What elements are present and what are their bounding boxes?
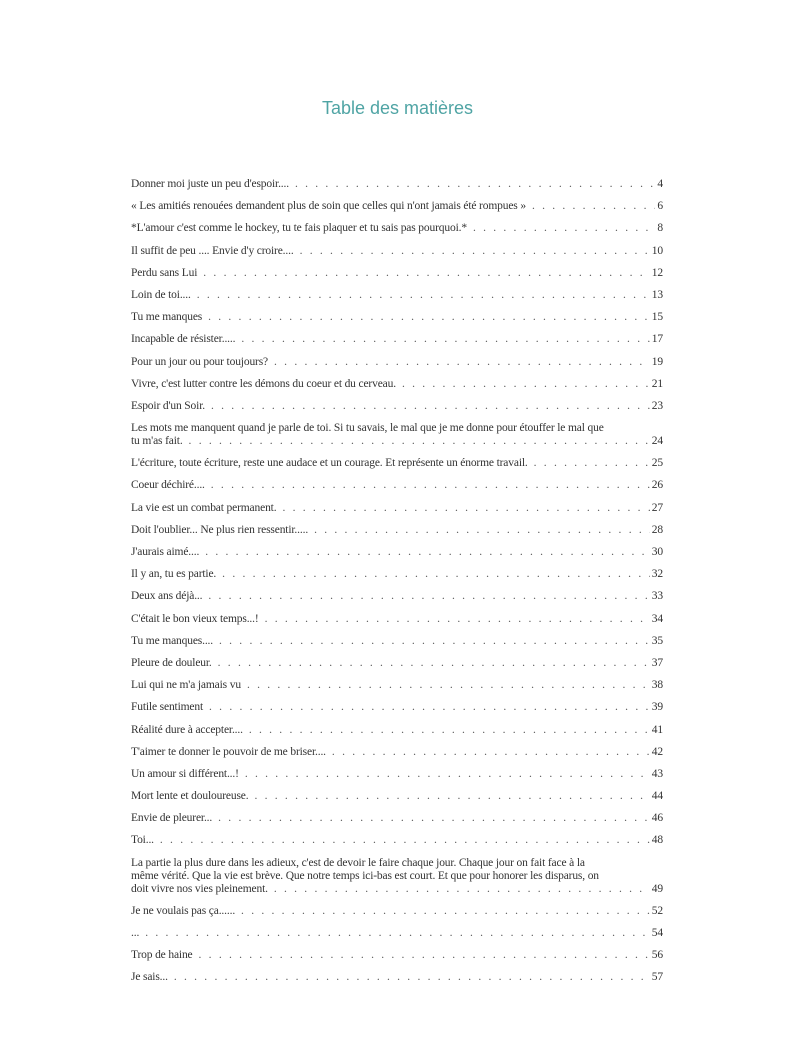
dot-leader bbox=[211, 400, 650, 413]
dot-leader bbox=[249, 724, 650, 737]
toc-entry-title: Mort lente et douloureuse. bbox=[131, 790, 249, 803]
toc-entry[interactable] bbox=[131, 524, 663, 537]
toc-entry-title: Deux ans déjà... bbox=[131, 590, 203, 603]
dot-leader bbox=[199, 949, 650, 962]
toc-entry-page: 43 bbox=[651, 767, 663, 780]
toc-entry-title: Tu me manques.... bbox=[131, 634, 213, 647]
toc-entry-page: 17 bbox=[651, 333, 663, 346]
dot-leader bbox=[402, 378, 650, 391]
dot-leader bbox=[218, 812, 650, 825]
dot-leader bbox=[282, 502, 649, 515]
toc-entry-title: Donner moi juste un peu d'espoir.... bbox=[131, 178, 289, 190]
dot-leader bbox=[534, 457, 650, 470]
dot-leader bbox=[274, 356, 650, 369]
toc-entry-page: 23 bbox=[651, 399, 663, 412]
toc-entry-title: Envie de pleurer... bbox=[131, 812, 213, 825]
dot-leader bbox=[274, 883, 650, 896]
toc-entry-page: 56 bbox=[651, 949, 663, 962]
dot-leader bbox=[254, 790, 649, 803]
toc-entry-title: Lui qui ne m'a jamais vu bbox=[131, 679, 241, 692]
toc-entry-title: Perdu sans Lui bbox=[131, 266, 198, 279]
toc-entry-page: 32 bbox=[651, 568, 663, 581]
toc-entry[interactable] bbox=[131, 834, 663, 847]
toc-entry-page: 4 bbox=[657, 178, 663, 190]
toc-entry[interactable] bbox=[131, 378, 663, 391]
toc-entry-title: La vie est un combat permanent. bbox=[131, 501, 277, 514]
dot-leader bbox=[241, 905, 650, 918]
toc-entry[interactable] bbox=[131, 333, 663, 346]
toc-entry-title: Je sais... bbox=[131, 971, 168, 984]
toc-entry[interactable] bbox=[131, 971, 663, 984]
toc-entry-page: 49 bbox=[651, 882, 663, 895]
toc-entry[interactable] bbox=[131, 635, 663, 648]
toc-entry-title: Incapable de résister..... bbox=[131, 333, 236, 346]
toc-entry[interactable] bbox=[131, 790, 663, 803]
toc-entry-title: ... bbox=[131, 927, 140, 939]
toc-entry-page: 19 bbox=[651, 355, 663, 368]
toc-entry-title: Loin de toi.... bbox=[131, 288, 191, 301]
toc-entry-title: Réalité dure à accepter.... bbox=[131, 723, 243, 736]
toc-entry[interactable] bbox=[131, 568, 663, 581]
toc-entry[interactable] bbox=[131, 222, 663, 235]
toc-entry[interactable] bbox=[131, 927, 663, 940]
toc-entry[interactable] bbox=[131, 356, 663, 369]
toc-entry-page: 35 bbox=[651, 634, 663, 647]
toc-entry-page: 8 bbox=[657, 222, 663, 235]
toc-entry[interactable] bbox=[131, 479, 663, 492]
toc-entry-page: 27 bbox=[651, 501, 663, 514]
dot-leader bbox=[241, 333, 649, 346]
dot-leader bbox=[532, 200, 655, 213]
toc-entry-title: Il y an, tu es partie. bbox=[131, 568, 217, 581]
toc-entry[interactable] bbox=[131, 679, 663, 692]
toc-entry-title-line: La partie la plus dure dans les adieux, c'est de devoir le faire chaque jour. Chaque jour on fait face à la bbox=[131, 856, 585, 869]
dot-leader bbox=[197, 289, 650, 302]
toc-entry[interactable] bbox=[131, 289, 663, 302]
dot-leader bbox=[265, 613, 650, 626]
dot-leader bbox=[203, 267, 650, 280]
toc-entry[interactable] bbox=[131, 746, 663, 759]
dot-leader bbox=[205, 546, 650, 559]
toc-entry[interactable] bbox=[131, 546, 663, 559]
toc-entry-title-line: tu m'as fait. bbox=[131, 435, 183, 448]
toc-entry[interactable] bbox=[131, 590, 663, 603]
dot-leader bbox=[218, 657, 650, 670]
dot-leader bbox=[211, 479, 650, 492]
toc-entry-page: 37 bbox=[651, 656, 663, 669]
toc-entry-page: 25 bbox=[651, 457, 663, 470]
dot-leader bbox=[247, 679, 650, 692]
toc-entry-page: 33 bbox=[651, 590, 663, 603]
toc-entry-title: Trop de haine bbox=[131, 949, 193, 962]
toc-entry-page: 34 bbox=[651, 612, 663, 625]
toc-entry-page: 21 bbox=[651, 377, 663, 390]
toc-entry[interactable] bbox=[131, 400, 663, 413]
toc-entry[interactable] bbox=[131, 267, 663, 280]
toc-entry-page: 13 bbox=[651, 288, 663, 301]
toc-entry-page: 12 bbox=[651, 266, 663, 279]
dot-leader bbox=[208, 590, 649, 603]
toc-entry-title: *L'amour c'est comme le hockey, tu te fais plaquer et tu sais pas pourquoi.* bbox=[131, 222, 467, 235]
toc-entry-title: Espoir d'un Soir. bbox=[131, 399, 205, 412]
toc-entry[interactable] bbox=[131, 949, 663, 962]
dot-leader bbox=[473, 222, 655, 235]
toc-entry-page: 48 bbox=[651, 834, 663, 847]
toc-entry[interactable] bbox=[131, 422, 663, 448]
toc-entry-title: Tu me manques bbox=[131, 311, 203, 324]
toc-entry[interactable] bbox=[131, 457, 663, 470]
toc-entry-page: 15 bbox=[651, 311, 663, 324]
toc-entry-page: 46 bbox=[651, 812, 663, 825]
toc-entry-page: 39 bbox=[651, 701, 663, 714]
toc-entry-title: L'écriture, toute écriture, reste une audace et un courage. Et représente un énorme travail. bbox=[131, 457, 528, 470]
toc-entry-title: Je ne voulais pas ça...... bbox=[131, 904, 236, 917]
toc-entry[interactable] bbox=[131, 613, 663, 626]
toc-entry[interactable] bbox=[131, 724, 663, 737]
toc-entry-page: 42 bbox=[651, 745, 663, 758]
toc-entry-page: 52 bbox=[651, 904, 663, 917]
toc-entry-page: 44 bbox=[651, 790, 663, 803]
toc-entry[interactable] bbox=[131, 857, 663, 896]
dot-leader bbox=[222, 568, 650, 581]
toc-entry-page: 24 bbox=[651, 435, 663, 448]
toc-entry-title: Un amour si différent...! bbox=[131, 767, 239, 780]
toc-entry[interactable] bbox=[131, 200, 663, 213]
toc-entry-page: 26 bbox=[651, 479, 663, 492]
toc-entry-page: 41 bbox=[651, 723, 663, 736]
dot-leader bbox=[145, 927, 650, 940]
toc-entry-title: Doit l'oublier... Ne plus rien ressentir..... bbox=[131, 523, 309, 536]
toc-entry-title: Futile sentiment bbox=[131, 701, 204, 714]
toc-entry[interactable] bbox=[131, 812, 663, 825]
toc-entry[interactable] bbox=[131, 178, 663, 191]
dot-leader bbox=[160, 834, 650, 847]
toc-entry-page: 6 bbox=[657, 200, 663, 213]
toc-entry-title: Il suffit de peu .... Envie d'y croire.... bbox=[131, 244, 294, 257]
dot-leader bbox=[245, 768, 650, 781]
toc-entry-title: T'aimer te donner le pouvoir de me briser.... bbox=[131, 745, 326, 758]
toc-entry-title: Vivre, c'est lutter contre les démons du coeur et du cerveau. bbox=[131, 377, 396, 390]
toc-entry[interactable] bbox=[131, 701, 663, 714]
toc-entry[interactable] bbox=[131, 657, 663, 670]
toc-entry-title: « Les amitiés renouées demandent plus de soin que celles qui n'ont jamais été rompues » bbox=[131, 200, 526, 213]
toc-entry[interactable] bbox=[131, 768, 663, 781]
toc-entry[interactable] bbox=[131, 311, 663, 324]
dot-leader bbox=[300, 245, 650, 258]
toc-entry-page: 10 bbox=[651, 244, 663, 257]
toc-entry-page: 54 bbox=[651, 927, 663, 939]
toc-entry[interactable] bbox=[131, 905, 663, 918]
toc-entry-title: J'aurais aimé.... bbox=[131, 546, 200, 558]
toc-entry-title: Pleure de douleur. bbox=[131, 656, 212, 669]
dot-leader bbox=[174, 971, 650, 984]
toc-entry-page: 30 bbox=[651, 546, 663, 558]
toc-entry-title-line: même vérité. Que la vie est brève. Que notre temps ici-bas est court. Et que pour honorer les disparus, on bbox=[131, 869, 599, 882]
toc-entry-page: 28 bbox=[651, 523, 663, 536]
dot-leader bbox=[189, 435, 650, 448]
toc-entry-title: Pour un jour ou pour toujours? bbox=[131, 355, 269, 368]
toc-list bbox=[131, 178, 663, 994]
toc-entry-page: 38 bbox=[651, 679, 663, 692]
toc-entry-title: C'était le bon vieux temps...! bbox=[131, 612, 259, 625]
toc-entry-page: 57 bbox=[651, 971, 663, 984]
toc-entry[interactable] bbox=[131, 502, 663, 515]
dot-leader bbox=[219, 635, 650, 648]
toc-entry[interactable] bbox=[131, 245, 663, 258]
dot-leader bbox=[295, 178, 655, 191]
toc-entry-title: Coeur déchiré.... bbox=[131, 479, 205, 492]
toc-entry-title-line: doit vivre nos vies pleinement. bbox=[131, 882, 268, 895]
toc-title: Table des matières bbox=[321, 98, 474, 118]
dot-leader bbox=[209, 701, 650, 714]
dot-leader bbox=[208, 311, 650, 324]
toc-entry-title-line: Les mots me manquent quand je parle de toi. Si tu savais, le mal que je me donne pour étouffer le mal que bbox=[131, 422, 604, 435]
dot-leader bbox=[332, 746, 650, 759]
dot-leader bbox=[314, 524, 650, 537]
toc-entry-title: Toi... bbox=[131, 834, 154, 847]
